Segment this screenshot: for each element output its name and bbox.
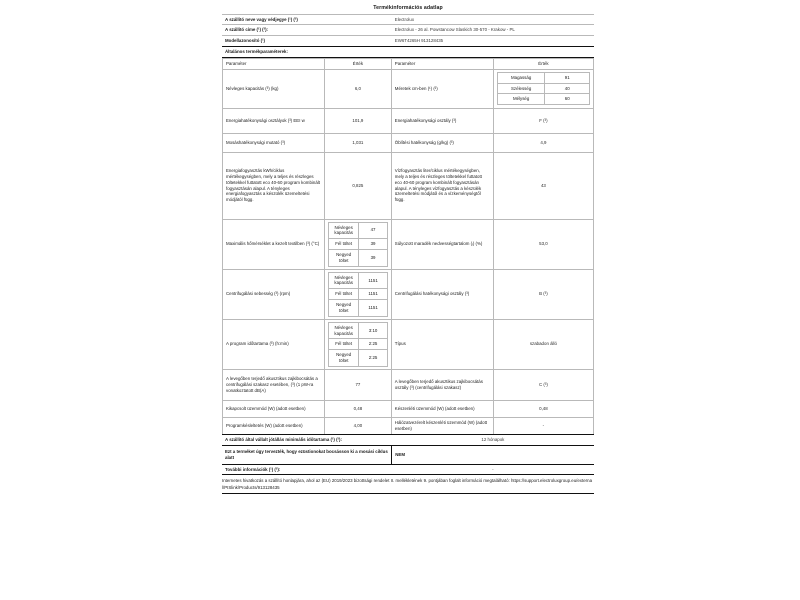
duration-row-quarter: [329, 350, 388, 367]
acoustic-class-value: C (³): [493, 369, 593, 400]
spin-class-label: Centrifugálási hatékonysági osztály (³): [391, 269, 493, 319]
column-header-value-left: Érték: [325, 58, 392, 69]
max-temp-row-rated: [329, 222, 388, 239]
dimensions-row-depth: [497, 94, 589, 105]
delay-start-value: 4,00: [325, 417, 392, 434]
eei-value: 101,9: [325, 108, 392, 133]
delay-start-label: Programkésleltetés (W) (adott esetben): [223, 417, 325, 434]
page-title: Termékinformációs adatlap: [373, 5, 443, 11]
table-row-max-temperature: [223, 219, 594, 269]
spin-half-value: 1151: [359, 289, 387, 300]
duration-quarter-label: Negyed töltet: [329, 350, 359, 367]
dimension-height-value: 91: [545, 72, 590, 83]
max-temp-rated-label: Névleges kapacitás: [329, 222, 359, 239]
type-value: szabadon álló: [493, 319, 593, 369]
energy-class-label: Energiahatékonysági osztály (³): [391, 108, 493, 133]
general-parameters-label: Általános termékparaméterek:: [222, 46, 392, 57]
max-temp-quarter-value: 39: [359, 250, 387, 267]
dimensions-subtable-cell: [493, 69, 593, 108]
program-duration-subtable: [328, 322, 388, 367]
header-table: [222, 14, 594, 58]
dimension-width-value: 40: [545, 83, 590, 94]
eei-label: Energiahatékonysági osztályok (³) EEI w: [223, 108, 325, 133]
spin-class-value: B (³): [493, 269, 593, 319]
water-consumption-label: Vízfogyasztás liter/ciklus mértékegységben, mely a teljes és részleges töltetekkel futtatott eco 40-60 program kombinált fogyasztásán alapul. A tényleges vízfogyasztás a készülék üzemeltetési módjától és a vízkeménységtől függ.: [391, 152, 493, 219]
general-parameters-blank: [392, 46, 594, 57]
dimension-depth-label: Mélység: [497, 94, 545, 105]
column-header-param-right: Paraméter: [391, 58, 493, 69]
dimensions-row-height: [497, 72, 589, 83]
dimension-depth-value: 60: [545, 94, 590, 105]
standby-mode-value: 0,48: [493, 400, 593, 417]
additional-info-value: -: [392, 464, 594, 475]
spin-quarter-label: Negyed töltet: [329, 300, 359, 317]
max-temp-half-value: 39: [359, 239, 387, 250]
residual-moisture-label: Súlyozott maradék nedvességtartalom (ᵢ) (%): [391, 219, 493, 269]
networked-standby-value: -: [493, 417, 593, 434]
parameters-table: [222, 58, 594, 435]
table-row-off-mode: [223, 400, 594, 417]
footer-table: [222, 435, 594, 476]
column-header-value-right: Érték: [493, 58, 593, 69]
table-row-supplier-name: [222, 14, 594, 25]
supplier-address-label: A szállító címe (¹) (²):: [222, 25, 392, 36]
acoustic-class-label: A levegőben terjedő akusztikus zajkibocsátás osztály (³) (centrifugálási szakasz): [391, 369, 493, 400]
max-temp-quarter-label: Negyed töltet: [329, 250, 359, 267]
max-temperature-subtable: [328, 222, 388, 267]
off-mode-value: 0,48: [325, 400, 392, 417]
max-temperature-subtable-cell: [325, 219, 392, 269]
warranty-label: A szállító által vállalt jótállás minimális időtartama (¹) (²):: [222, 435, 392, 445]
model-identifier-label: Modellazonosító (¹): [222, 36, 392, 47]
rated-capacity-value: 6,0: [325, 69, 392, 108]
table-row-acoustic-noise: [223, 369, 594, 400]
duration-rated-label: Névleges kapacitás: [329, 322, 359, 339]
table-row-delay-start: [223, 417, 594, 434]
column-header-param-left: Paraméter: [223, 58, 325, 69]
model-identifier-value: EW6T4265H 913128435: [392, 36, 594, 47]
duration-row-rated: [329, 322, 388, 339]
table-row-supplier-address: [222, 25, 594, 36]
spin-rated-value: 1151: [359, 272, 387, 289]
table-row-consumption: [223, 152, 594, 219]
spin-speed-subtable: [328, 272, 388, 317]
table-row-washing-efficiency: [223, 133, 594, 152]
supplier-address-value: Electrolux - 26 al. Powstancow Slaskich 30-570 - Krakow - PL: [392, 25, 594, 36]
program-duration-subtable-cell: [325, 319, 392, 369]
duration-half-value: 2:25: [359, 339, 387, 350]
dimension-width-label: Szélesség: [497, 83, 545, 94]
table-row-additional-info: [222, 464, 594, 475]
type-label: Típus: [391, 319, 493, 369]
spin-row-rated: [329, 272, 388, 289]
additional-info-label: További információk (¹) (²):: [222, 464, 392, 475]
table-row-spin-speed: [223, 269, 594, 319]
max-temp-row-quarter: [329, 250, 388, 267]
dimension-height-label: Magasság: [497, 72, 545, 83]
networked-standby-label: Hálózatvezérelt készenléti üzemmód (W) (adott esetben): [391, 417, 493, 434]
table-row-eei: [223, 108, 594, 133]
program-duration-label: A program időtartama (³) (h:min): [223, 319, 325, 369]
spin-half-label: Fél töltet: [329, 289, 359, 300]
supplier-name-label: A szállító neve vagy védjegye (¹) (²): [222, 14, 392, 25]
table-row-model-id: [222, 36, 594, 47]
table-row-general-section: [222, 46, 594, 57]
table-header-row: [223, 58, 594, 69]
rated-capacity-label: Névleges kapacitás (³) (kg): [223, 69, 325, 108]
off-mode-label: Kikapcsolt üzemmód (W) (adott esetben): [223, 400, 325, 417]
standby-mode-label: Készenléti üzemmód (W) (adott esetben): [391, 400, 493, 417]
acoustic-noise-value: 77: [325, 369, 392, 400]
table-row-program-duration: [223, 319, 594, 369]
max-temp-half-label: Fél töltet: [329, 239, 359, 250]
duration-half-label: Fél töltet: [329, 339, 359, 350]
spin-row-half: [329, 289, 388, 300]
duration-quarter-value: 2:25: [359, 350, 387, 367]
table-row-rated-capacity: [223, 69, 594, 108]
duration-rated-value: 3:10: [359, 322, 387, 339]
water-consumption-value: 43: [493, 152, 593, 219]
washing-efficiency-label: Mosáshatékonysági mutató (³): [223, 133, 325, 152]
rinsing-efficiency-value: 4,9: [493, 133, 593, 152]
supplier-name-value: Electrolux: [392, 14, 594, 25]
energy-consumption-label: Energiafogyasztás kWh/ciklus mértékegységben, mely a teljes és részleges töltetekkel futtatott eco 40-60 program kombinált fogyasztásán alapul. A tényleges energiafogyasztás a készülék üzemeltetési módjától függ.: [223, 152, 325, 219]
energy-consumption-value: 0,825: [325, 152, 392, 219]
table-row-warranty: [222, 435, 594, 445]
washing-efficiency-value: 1,031: [325, 133, 392, 152]
acoustic-noise-label: A levegőben terjedő akusztikus zajkibocsátás a centrifugálási szakasz esetében, (³) (1 pW-ra vonatkoztatott dB(A): [223, 369, 325, 400]
rinsing-efficiency-label: Öblítési hatékonyság (g/kg) (³): [391, 133, 493, 152]
spin-speed-subtable-cell: [325, 269, 392, 319]
datasheet-container: [222, 4, 594, 494]
max-temp-row-half: [329, 239, 388, 250]
spin-quarter-value: 1151: [359, 300, 387, 317]
max-temp-rated-value: 47: [359, 222, 387, 239]
website-reference-text: Internetes hivatkozás a szállító honlapjára, ahol az (EU) 2019/2023 bizottsági rendelet II. mellékletének 9. pontjában foglalt információ megtalálható: https://support.electroluxgroup.eu/external/PISlink/Products/913128435: [222, 475, 594, 493]
residual-moisture-value: 53,0: [493, 219, 593, 269]
table-row-silver-ions: [222, 445, 594, 464]
max-temperature-label: Maximális hőmérséklet a kezelt textilben (³) (°C): [223, 219, 325, 269]
spin-row-quarter: [329, 300, 388, 317]
warranty-value: 12 hónapok: [392, 435, 594, 445]
dimensions-row-width: [497, 83, 589, 94]
energy-class-value: F (³): [493, 108, 593, 133]
spin-rated-label: Névleges kapacitás: [329, 272, 359, 289]
silver-ions-value: NEM: [392, 445, 594, 464]
spin-speed-label: Centrifugálási sebesség (³) (rpm): [223, 269, 325, 319]
dimensions-subtable: [497, 72, 590, 105]
duration-row-half: [329, 339, 388, 350]
dimensions-label: Méretek cm-ben (¹) (²): [391, 69, 493, 108]
silver-ions-label: Ezt a terméket úgy tervezték, hogy ezüstionokat bocsásson ki a mosási ciklus alatt: [222, 445, 392, 464]
